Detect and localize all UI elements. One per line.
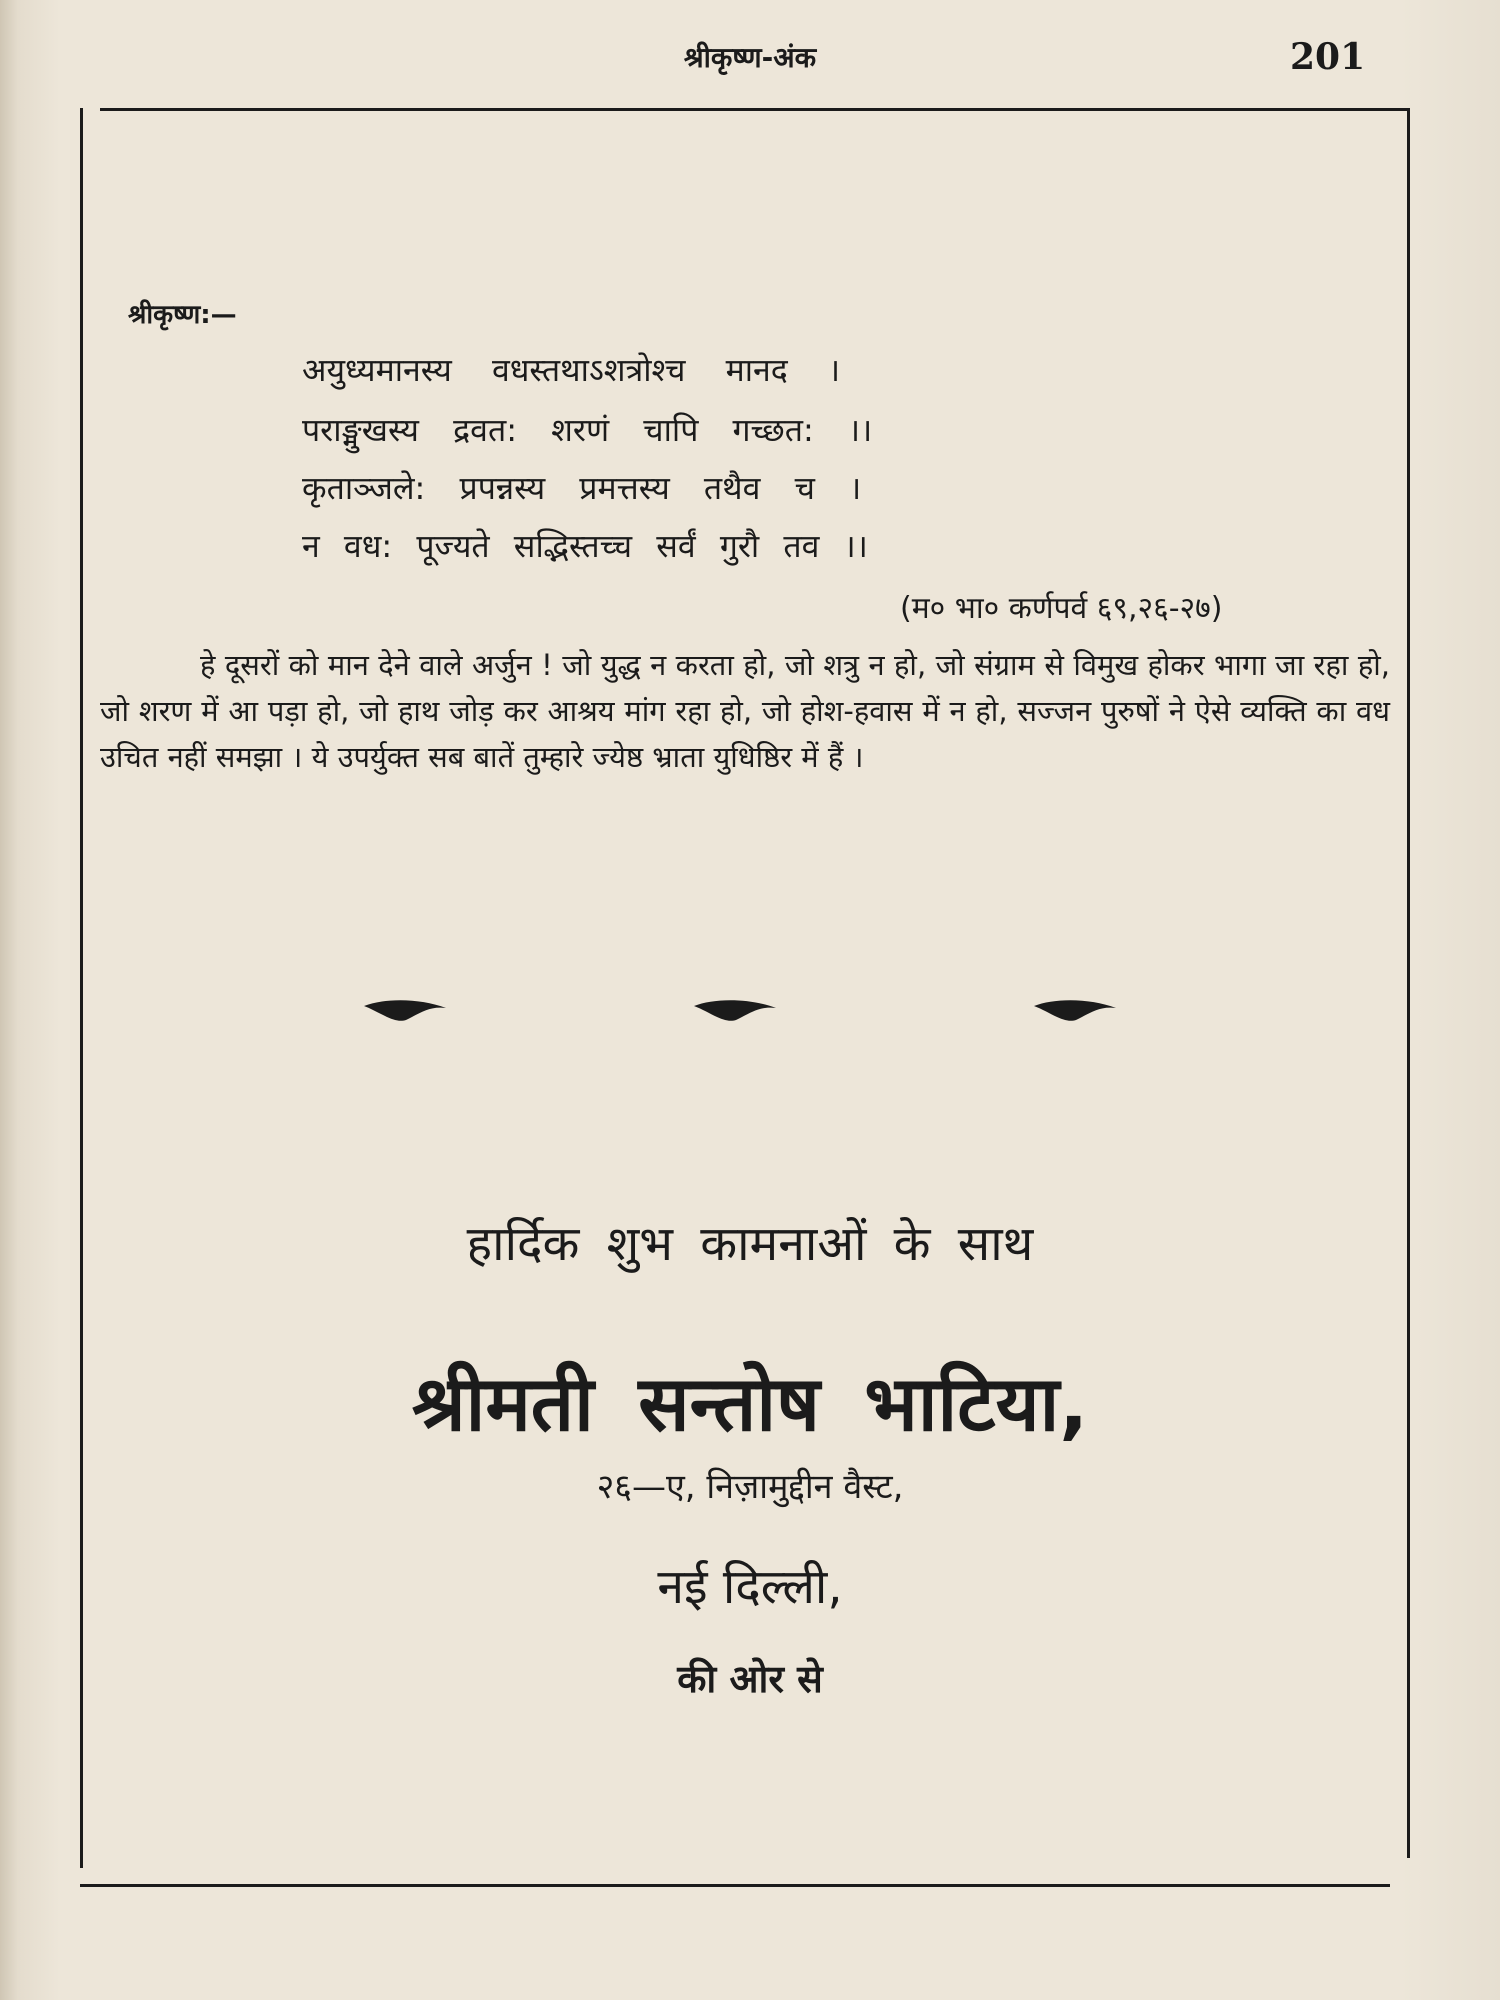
verse-line: पराङ्मुखस्य द्रवत: शरणं चापि गच्छत: ।।: [302, 411, 873, 449]
frame-top-rule: [100, 108, 1410, 111]
verse-line: न वध: पूज्यते सद्भिस्तच्च सर्वं गुरौ तव ।।: [302, 527, 868, 565]
translation-paragraph: [100, 642, 1390, 780]
greeting-line: हार्दिक शुभ कामनाओं के साथ: [466, 1216, 1034, 1272]
translation-text: हे दूसरों को मान देने वाले अर्जुन ! जो युद्ध न करता हो, जो शत्रु न हो, जो संग्राम से विमुख होकर भागा जा रहा हो, जो शरण में आ पड़ा हो, जो हाथ जोड़ कर आश्रय मांग रहा हो, जो होश-हवास में न हो, सज्जन पुरुषों ने ऐसे व्यक्ति का वध उचित नहीं समझा । ये उपर्युक्त सब बातें तुम्हारे ज्येष्ठ भ्राता युधिष्ठिर में हैं ।: [100, 648, 1390, 774]
verse-line: कृताञ्जले: प्रपन्नस्य प्रमत्तस्य तथैव च ।: [302, 469, 862, 507]
ornament-divider: [360, 990, 1120, 1030]
sponsor-city: नई दिल्ली,: [657, 1559, 843, 1615]
from-line: की ओर से: [677, 1657, 823, 1701]
speaker-label: श्रीकृष्ण:—: [128, 300, 237, 330]
page-number: 201: [1290, 36, 1366, 78]
sponsor-address: २६—ए, निज़ामुद्दीन वैस्ट,: [596, 1467, 904, 1507]
leaf-ornament-icon: [690, 990, 780, 1030]
running-title: श्रीकृष्ण-अंक: [683, 41, 817, 74]
sponsor-name: श्रीमती सन्तोष भाटिया,: [411, 1359, 1089, 1448]
leaf-ornament-icon: [360, 990, 450, 1030]
verse-citation: (म० भा० कर्णपर्व ६९,२६-२७): [900, 591, 1223, 626]
verse-line: अयुध्यमानस्य वधस्तथाऽशत्रोश्च मानद ।: [302, 351, 841, 389]
frame-bottom-rule: [80, 1884, 1390, 1887]
leaf-ornament-icon: [1030, 990, 1120, 1030]
